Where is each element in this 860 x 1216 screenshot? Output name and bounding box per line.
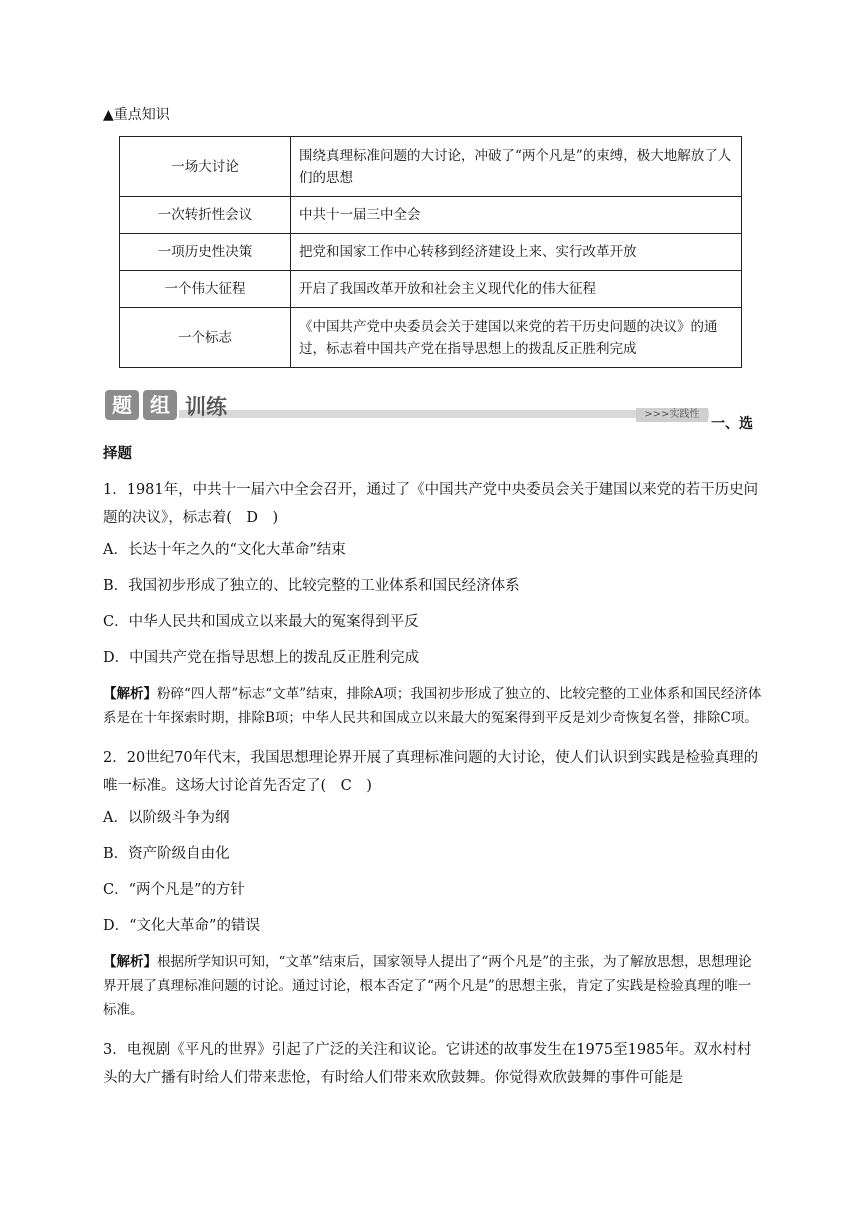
table-row xyxy=(120,137,742,197)
section-label: ▲重点知识 xyxy=(103,107,170,123)
option: A．以阶级斗争为纲 xyxy=(103,810,230,826)
option: D．中国共产党在指导思想上的拨乱反正胜利完成 xyxy=(103,650,420,666)
table-key: 一次转折性会议 xyxy=(120,197,291,234)
table-key: 一场大讨论 xyxy=(120,137,291,197)
option: B．资产阶级自由化 xyxy=(103,846,230,862)
analysis xyxy=(103,950,763,1022)
table-value: 中共十一届三中全会 xyxy=(291,197,742,234)
table-row xyxy=(120,197,742,234)
table-value: 《中国共产党中央委员会关于建国以来党的若干历史问题的决议》的通过，标志着中国共产党在指导思想上的拨乱反正胜利完成 xyxy=(291,308,742,368)
question-stem: 1．1981年，中共十一届六中全会召开，通过了《中国共产党中央委员会关于建国以来党的若干历史问题的决议》，标志着( D ) xyxy=(103,482,759,526)
analysis xyxy=(103,682,763,730)
analysis-text: 粉碎“四人帮”标志“文革”结束，排除A项；我国初步形成了独立的、比较完整的工业体系和国民经济体系是在十年探索时期，排除B项；中华人民共和国成立以来最大的冤案得到平反是刘少奇恢复名誉，排除C项。 xyxy=(103,686,762,726)
option: B．我国初步形成了独立的、比较完整的工业体系和国民经济体系 xyxy=(103,578,520,594)
questions xyxy=(103,440,763,1092)
practice-banner xyxy=(103,388,763,432)
table-value: 把党和国家工作中心转移到经济建设上来、实行改革开放 xyxy=(291,234,742,271)
table-row xyxy=(120,271,742,308)
table-key: 一个伟大征程 xyxy=(120,271,291,308)
question-stem: 3．电视剧《平凡的世界》引起了广泛的关注和议论。它讲述的故事发生在1975至1985年。双水村村头的大广播有时给人们带来悲怆，有时给人们带来欢欣鼓舞。你觉得欢欣鼓舞的事件可能是 xyxy=(103,1042,752,1086)
analysis-text: 根据所学知识可知，“文革”结束后，国家领导人提出了“两个凡是”的主张，为了解放思想，思想理论界开展了真理标准问题的讨论。通过讨论，根本否定了“两个凡是”的思想主张，肯定了实践是检验真理的唯一标准。 xyxy=(103,954,752,1018)
question-stem: 2．20世纪70年代末，我国思想理论界开展了真理标准问题的大讨论，使人们认识到实践是检验真理的唯一标准。这场大讨论首先否定了( C ) xyxy=(103,750,759,794)
table-row xyxy=(120,234,742,271)
banner-badge: 组 xyxy=(143,390,177,420)
analysis-label: 【解析】 xyxy=(103,686,157,702)
key-points-table xyxy=(119,136,742,368)
option: C．中华人民共和国成立以来最大的冤案得到平反 xyxy=(103,614,419,630)
banner-bar xyxy=(179,410,709,418)
banner-tag: >>>实践性 xyxy=(636,408,708,422)
table-key: 一个标志 xyxy=(120,308,291,368)
banner-badge: 题 xyxy=(105,390,139,420)
table-value: 围绕真理标准问题的大讨论，冲破了“两个凡是”的束缚，极大地解放了人们的思想 xyxy=(291,137,742,197)
option: C．“两个凡是”的方针 xyxy=(103,882,245,898)
table-row xyxy=(120,308,742,368)
table-value: 开启了我国改革开放和社会主义现代化的伟大征程 xyxy=(291,271,742,308)
option: A．长达十年之久的“文化大革命”结束 xyxy=(103,542,346,558)
analysis-label: 【解析】 xyxy=(103,954,157,970)
table-key: 一项历史性决策 xyxy=(120,234,291,271)
section-heading-end: 择题 xyxy=(103,445,132,462)
option: D．“文化大革命”的错误 xyxy=(103,918,260,934)
section-heading-start: 一、选 xyxy=(711,416,753,432)
banner-title: 训练 xyxy=(185,395,227,419)
